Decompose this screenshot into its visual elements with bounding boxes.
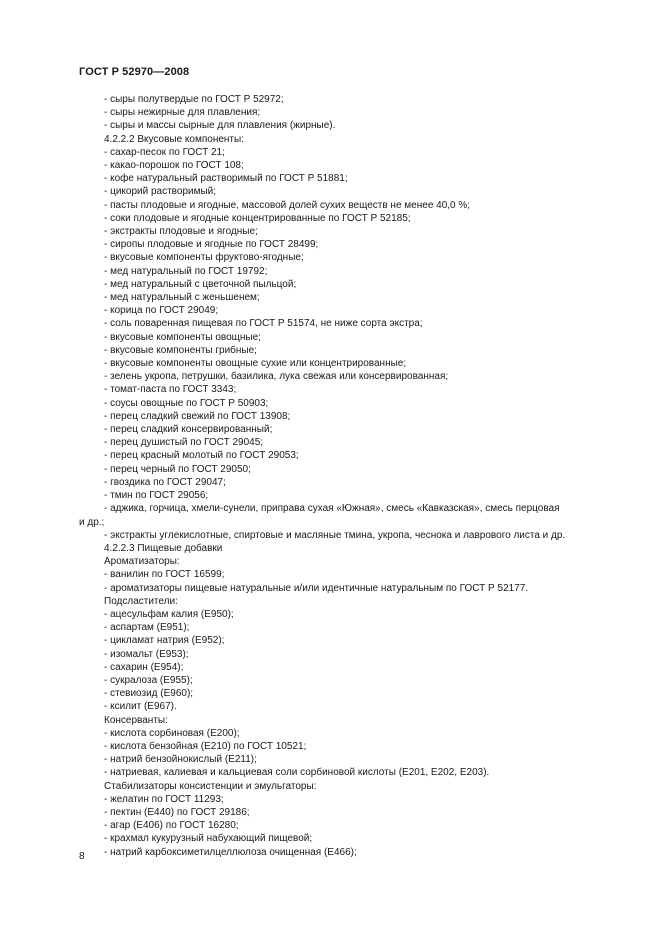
text-line: - вкусовые компоненты фруктово-ягодные; — [104, 252, 304, 264]
text-line: - ацесульфам калия (Е950); — [104, 608, 234, 620]
document-body — [79, 93, 619, 859]
text-line: - экстракты плодовые и ягодные; — [104, 226, 258, 238]
text-line: - какао-порошок по ГОСТ 108; — [104, 160, 244, 172]
text-line: - стевиозид (Е960); — [104, 688, 194, 700]
text-line: - мед натуральный с цветочной пыльцой; — [104, 278, 297, 290]
text-line: - перец красный молотый по ГОСТ 29053; — [104, 450, 299, 462]
subsection-label: Стабилизаторы консистенции и эмульгаторы: — [104, 780, 317, 792]
text-line: - ароматизаторы пищевые натуральные и/или идентичные натуральным по ГОСТ Р 52177. — [104, 582, 529, 594]
text-line: - соль поваренная пищевая по ГОСТ Р 51574, не ниже сорта экстра; — [104, 318, 423, 330]
text-line: - пектин (Е440) по ГОСТ 29186; — [104, 806, 250, 818]
text-line: - томат-паста по ГОСТ 3343; — [104, 384, 237, 396]
text-line: - аджика, горчица, хмели-сунели, приправа сухая «Южная», смесь «Кавказская», смесь перцовая — [104, 503, 560, 515]
subsection-label: Подсластители: — [104, 595, 178, 607]
text-line: - пасты плодовые и ягодные, массовой долей сухих веществ не менее 40,0 %; — [104, 199, 471, 211]
text-line: - вкусовые компоненты овощные сухие или концентрированные; — [104, 358, 407, 370]
text-line: - натрий карбоксиметилцеллюлоза очищенная (Е466); — [104, 846, 357, 858]
text-line: - цикорий растворимый; — [104, 186, 217, 198]
text-line: - ванилин по ГОСТ 16599; — [104, 569, 225, 581]
text-line: - зелень укропа, петрушки, базилика, лука свежая или консервированная; — [104, 371, 449, 383]
text-line: - перец сладкий свежий по ГОСТ 13908; — [104, 410, 291, 422]
text-line: - сыры и массы сырные для плавления (жирные). — [104, 120, 336, 132]
text-line: - кислота бензойная (Е210) по ГОСТ 10521; — [104, 740, 307, 752]
text-line: - цикламат натрия (Е952); — [104, 635, 225, 647]
text-line: - сиропы плодовые и ягодные по ГОСТ 28499; — [104, 239, 319, 251]
text-line: - соусы овощные по ГОСТ Р 50903; — [104, 397, 269, 409]
text-line: - гвоздика по ГОСТ 29047; — [104, 476, 226, 488]
text-line: - агар (Е406) по ГОСТ 16280; — [104, 820, 239, 832]
text-line: - перец черный по ГОСТ 29050; — [104, 463, 251, 475]
text-line-continuation: и др.; — [79, 516, 105, 528]
text-line: - соки плодовые и ягодные концентрированные по ГОСТ Р 52185; — [104, 212, 411, 224]
text-line: - сукралоза (Е955); — [104, 674, 193, 686]
text-line: - сахар-песок по ГОСТ 21; — [104, 146, 225, 158]
text-line: - корица по ГОСТ 29049; — [104, 305, 219, 317]
text-line: - кофе натуральный растворимый по ГОСТ Р 51881; — [104, 173, 348, 185]
text-line: - вкусовые компоненты грибные; — [104, 344, 257, 356]
text-line: - мед натуральный с женьшенем; — [104, 292, 260, 304]
text-line: - сыры полутвердые по ГОСТ Р 52972; — [104, 94, 284, 105]
section-heading: 4.2.2.2 Вкусовые компоненты: — [104, 133, 244, 145]
text-line: - кислота сорбиновая (Е200); — [104, 727, 240, 739]
text-line: - желатин по ГОСТ 11293; — [104, 793, 224, 805]
page-number: 8 — [79, 851, 85, 862]
text-line: - сыры нежирные для плавления; — [104, 107, 261, 119]
text-line: - перец душистый по ГОСТ 29045; — [104, 437, 264, 449]
text-line: - натриевая, калиевая и кальциевая соли сорбиновой кислоты (Е201, Е202, Е203). — [104, 767, 490, 779]
text-line: - сахарин (Е954); — [104, 661, 184, 673]
subsection-label: Ароматизаторы: — [104, 556, 180, 568]
text-line: - крахмал кукурузный набухающий пищевой; — [104, 833, 313, 845]
text-line: - перец сладкий консервированный; — [104, 424, 273, 436]
text-line: - тмин по ГОСТ 29056; — [104, 490, 209, 502]
section-heading: 4.2.2.3 Пищевые добавки — [104, 542, 223, 554]
document-header: ГОСТ Р 52970—2008 — [79, 66, 190, 78]
subsection-label: Консерванты: — [104, 714, 168, 726]
text-line: - натрий бензойнокислый (Е211); — [104, 754, 257, 766]
text-line: - мед натуральный по ГОСТ 19792; — [104, 265, 268, 277]
text-line: - аспартам (Е951); — [104, 622, 190, 634]
text-line: - вкусовые компоненты овощные; — [104, 331, 261, 343]
text-line: - экстракты углекислотные, спиртовые и масляные тмина, укропа, чеснока и лаврового листа и др. — [104, 529, 566, 541]
text-line: - ксилит (Е967). — [104, 701, 177, 713]
text-line: - изомальт (Е953); — [104, 648, 189, 660]
